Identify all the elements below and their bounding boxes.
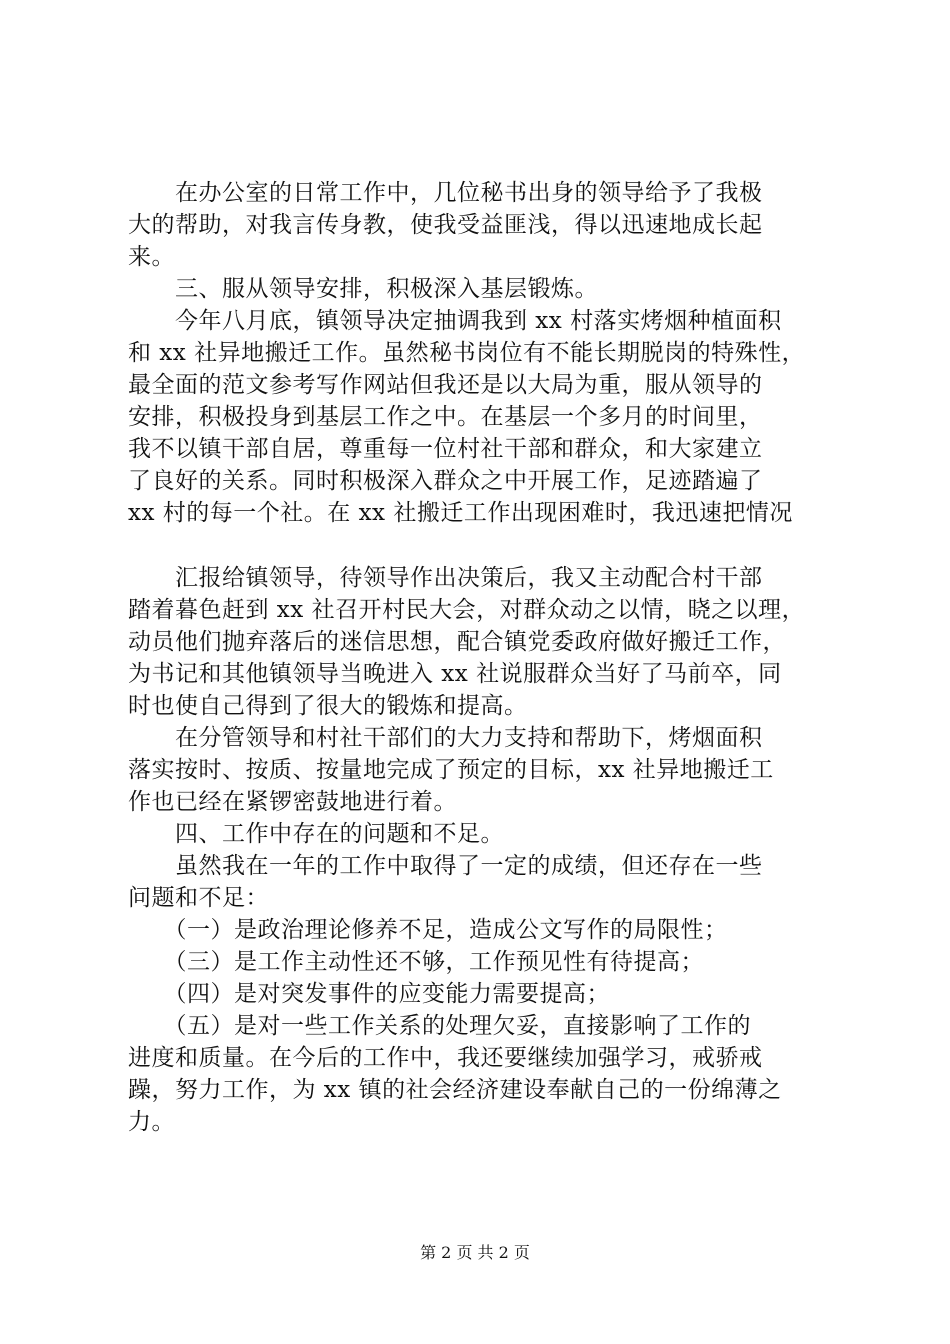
- text-line: 时也使自己得到了很大的锻炼和提高。: [128, 693, 528, 719]
- text-line: 力。: [128, 1109, 175, 1135]
- section-heading: 四、工作中存在的问题和不足。: [128, 821, 504, 847]
- text-line: 最全面的范文参考写作网站但我还是以大局为重，服从领导的: [128, 372, 763, 398]
- list-item: （三）是工作主动性还不够，工作预见性有待提高；: [128, 949, 704, 975]
- text-line: 在分管领导和村社干部们的大力支持和帮助下，烤烟面积: [128, 725, 763, 751]
- text-line: 汇报给镇领导，待领导作出决策后，我又主动配合村干部: [128, 565, 763, 591]
- text-line: 今年八月底，镇领导决定抽调我到 xx 村落实烤烟种植面积: [128, 308, 782, 334]
- text-line: 进度和质量。在今后的工作中，我还要继续加强学习，戒骄戒: [128, 1045, 763, 1071]
- list-item: （四）是对突发事件的应变能力需要提高；: [128, 981, 610, 1007]
- text-line: 和 xx 社异地搬迁工作。虽然秘书岗位有不能长期脱岗的特殊性，: [128, 340, 806, 366]
- text-line: 安排，积极投身到基层工作之中。在基层一个多月的时间里，: [128, 404, 763, 430]
- text-line: 来。: [128, 244, 175, 270]
- text-line: 踏着暮色赶到 xx 社召开村民大会，对群众动之以情，晓之以理，: [128, 597, 806, 623]
- text-line: 落实按时、按质、按量地完成了预定的目标，xx 社异地搬迁工: [128, 757, 774, 783]
- text-line: 为书记和其他镇领导当晚进入 xx 社说服群众当好了马前卒，同: [128, 661, 782, 687]
- text-line: 虽然我在一年的工作中取得了一定的成绩，但还存在一些: [128, 853, 763, 879]
- text-line: 大的帮助，对我言传身教，使我受益匪浅，得以迅速地成长起: [128, 212, 763, 238]
- text-line: 作也已经在紧锣密鼓地进行着。: [128, 789, 457, 815]
- text-line: 在办公室的日常工作中，几位秘书出身的领导给予了我极: [128, 180, 763, 206]
- text-line: 我不以镇干部自居，尊重每一位村社干部和群众，和大家建立: [128, 436, 763, 462]
- text-line: 动员他们抛弃落后的迷信思想，配合镇党委政府做好搬迁工作，: [128, 629, 786, 655]
- list-item: （五）是对一些工作关系的处理欠妥，直接影响了工作的: [128, 1013, 751, 1039]
- text-line: 躁，努力工作，为 xx 镇的社会经济建设奉献自己的一份绵薄之: [128, 1077, 782, 1103]
- text-line: 问题和不足：: [128, 885, 269, 911]
- list-item: （一）是政治理论修养不足，造成公文写作的局限性；: [128, 917, 728, 943]
- section-heading: 三、服从领导安排，积极深入基层锻炼。: [128, 276, 598, 302]
- page-number-footer: 第 2 页 共 2 页: [420, 1243, 530, 1262]
- text-line: 了良好的关系。同时积极深入群众之中开展工作，足迹踏遍了: [128, 468, 763, 494]
- text-line: xx 村的每一个社。在 xx 社搬迁工作出现困难时，我迅速把情况: [128, 500, 793, 526]
